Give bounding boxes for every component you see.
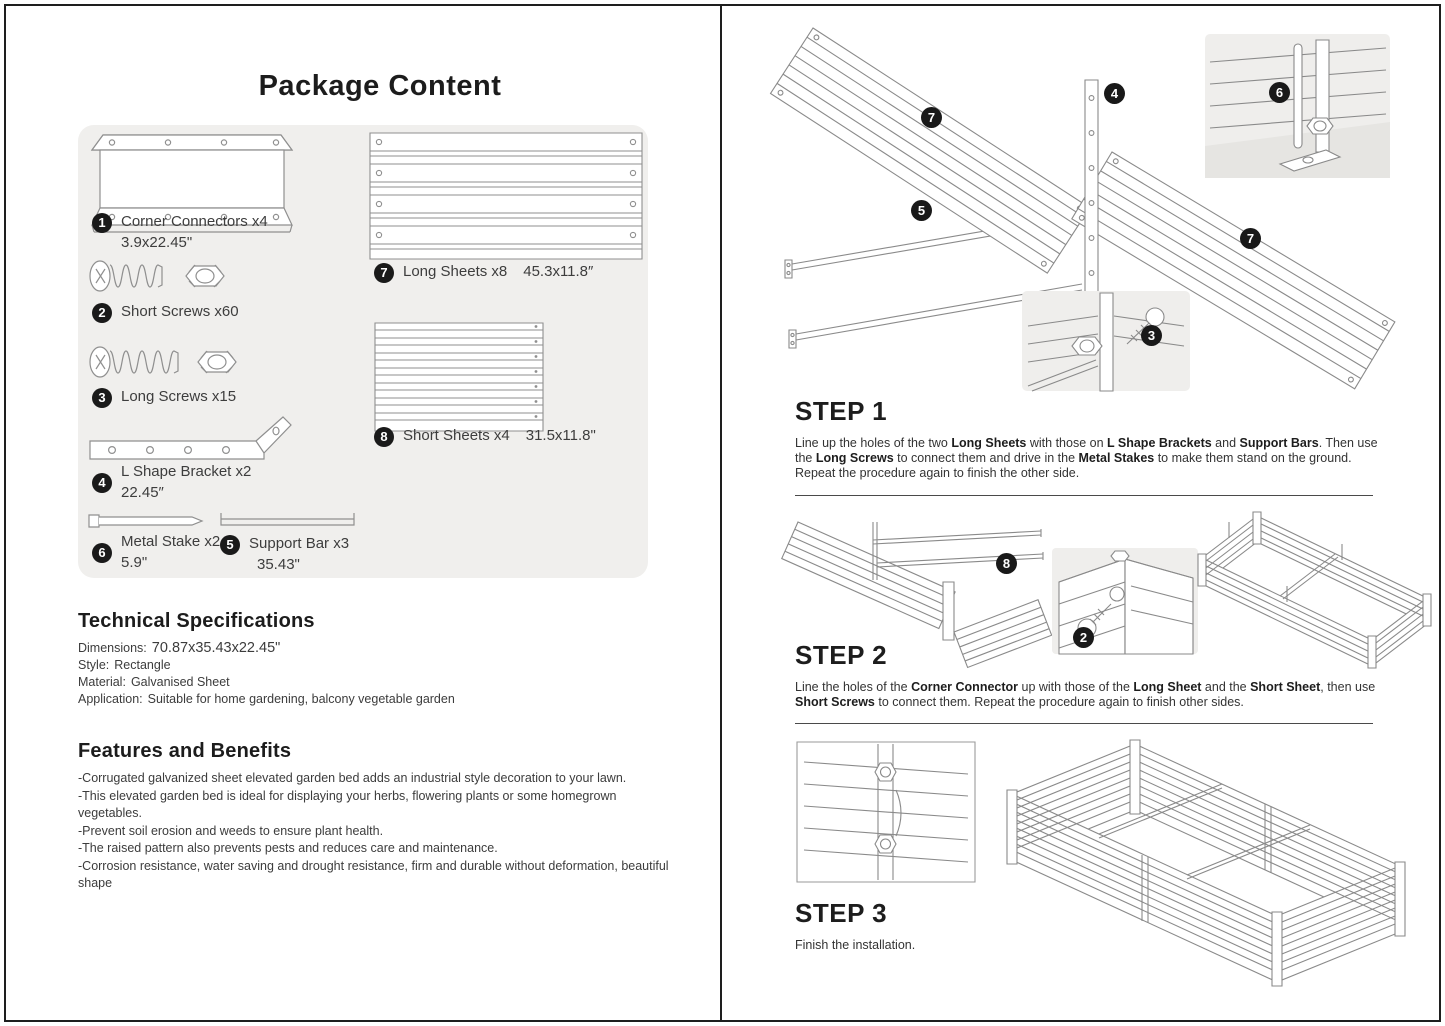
callout-short-screw: 2 <box>1073 627 1094 648</box>
part-number-badge: 3 <box>92 388 112 408</box>
part-dims: 35.43" <box>257 556 300 573</box>
spec-row: Dimensions: 70.87x35.43x22.45" <box>78 640 281 656</box>
feature-item: -Prevent soil erosion and weeds to ensure plant health. <box>78 823 384 838</box>
section-separator <box>795 495 1373 496</box>
callout-metal-stake: 6 <box>1269 82 1290 103</box>
part-long-screws <box>92 388 236 408</box>
part-name: Support Bar x3 <box>249 535 350 552</box>
feature-item: -This elevated garden bed is ideal for displaying your herbs, flowering plants or some homegrown vegetables. <box>78 788 617 820</box>
part-name: Corner Connectors x4 <box>121 213 268 230</box>
step3-instructions: Finish the installation. <box>795 938 916 952</box>
feature-item: -Corrosion resistance, water saving and drought resistance, firm and durable without deformation, beautiful shape <box>78 858 669 890</box>
tech-specs-title: Technical Specifications <box>78 610 315 632</box>
part-number-badge: 6 <box>92 543 112 563</box>
feature-item: -The raised pattern also prevents pests and reduces care and maintenance. <box>78 841 498 855</box>
spec-row: Style: Rectangle <box>78 658 171 672</box>
step2-instructions: Line the holes of the Corner Connector up with those of the Long Sheet and the Short Sheet, then use Short Screws to connect them. Repeat the procedure again to finish other sides. <box>795 680 1376 709</box>
part-l-shape-bracket <box>92 463 251 502</box>
section-separator <box>795 723 1373 724</box>
part-number-badge: 5 <box>220 535 240 555</box>
part-name: Metal Stake x2 <box>121 533 221 550</box>
feature-item: -Corrugated galvanized sheet elevated garden bed adds an industrial style decoration to your lawn. <box>78 771 627 785</box>
package-content-panel <box>6 6 720 1020</box>
part-short-screws <box>92 303 239 323</box>
long-screw-drawing <box>86 339 256 385</box>
page-title: Package Content <box>258 70 502 102</box>
features-section <box>78 740 678 893</box>
short-screw-drawing <box>86 253 246 299</box>
spec-row: Material: Galvanised Sheet <box>78 675 230 689</box>
part-dims: 3.9x22.45" <box>121 234 193 251</box>
part-metal-stake <box>92 533 220 572</box>
part-number-badge: 7 <box>374 263 394 283</box>
part-name: Short Sheets x4 <box>403 427 510 444</box>
part-dims: 5.9" <box>121 554 148 571</box>
callout-long-sheets-right: 7 <box>1240 228 1261 249</box>
support-bar-drawing <box>218 509 358 531</box>
part-name: Short Screws x60 <box>121 303 239 320</box>
long-sheets-drawing <box>368 131 646 261</box>
part-dims: 22.45″ <box>121 484 164 501</box>
part-name: Long Screws x15 <box>121 388 237 405</box>
part-number-badge: 8 <box>374 427 394 447</box>
parts-list-box <box>78 125 648 578</box>
step1-instructions: Line up the holes of the two Long Sheets with those on L Shape Brackets and Support Bars. Then use the Long Screws to connect them and drive in the Metal Stakes to make them stand on the ground. Repeat the procedure again to finish the other side. <box>795 436 1378 480</box>
part-dims: 31.5x11.8" <box>525 427 596 444</box>
step2-diagram <box>795 506 1441 656</box>
callout-long-screw: 3 <box>1141 325 1162 346</box>
step3-block <box>795 898 1387 953</box>
step1-title: STEP 1 <box>795 396 888 426</box>
part-short-sheets <box>374 427 596 447</box>
step1-diagram <box>780 14 1442 392</box>
step1-block <box>795 396 1387 481</box>
step3-title: STEP 3 <box>795 898 888 928</box>
part-support-bar <box>220 535 349 574</box>
part-name: Long Sheets x8 <box>403 263 508 280</box>
part-long-sheets <box>374 263 593 283</box>
callout-short-sheets: 8 <box>996 553 1017 574</box>
part-number-badge: 1 <box>92 213 112 233</box>
callout-support-bar: 5 <box>911 200 932 221</box>
technical-specifications-section <box>78 610 678 708</box>
callout-long-sheets: 7 <box>921 107 942 128</box>
assembly-steps-panel <box>722 6 1439 1020</box>
part-number-badge: 4 <box>92 473 112 493</box>
step3-diagram <box>792 732 1442 1020</box>
metal-stake-drawing <box>88 511 208 531</box>
features-title: Features and Benefits <box>78 740 292 762</box>
step2-block <box>795 640 1401 710</box>
spec-row: Application: Suitable for home gardening, balcony vegetable garden <box>78 692 455 706</box>
part-corner-connectors <box>92 213 268 252</box>
short-sheets-drawing <box>373 321 551 433</box>
part-name: L Shape Bracket x2 <box>121 463 252 480</box>
l-shape-bracket-drawing <box>88 413 298 469</box>
part-number-badge: 2 <box>92 303 112 323</box>
callout-l-shape-bracket: 4 <box>1104 83 1125 104</box>
step2-title: STEP 2 <box>795 640 888 670</box>
part-dims: 45.3x11.8″ <box>523 263 594 280</box>
